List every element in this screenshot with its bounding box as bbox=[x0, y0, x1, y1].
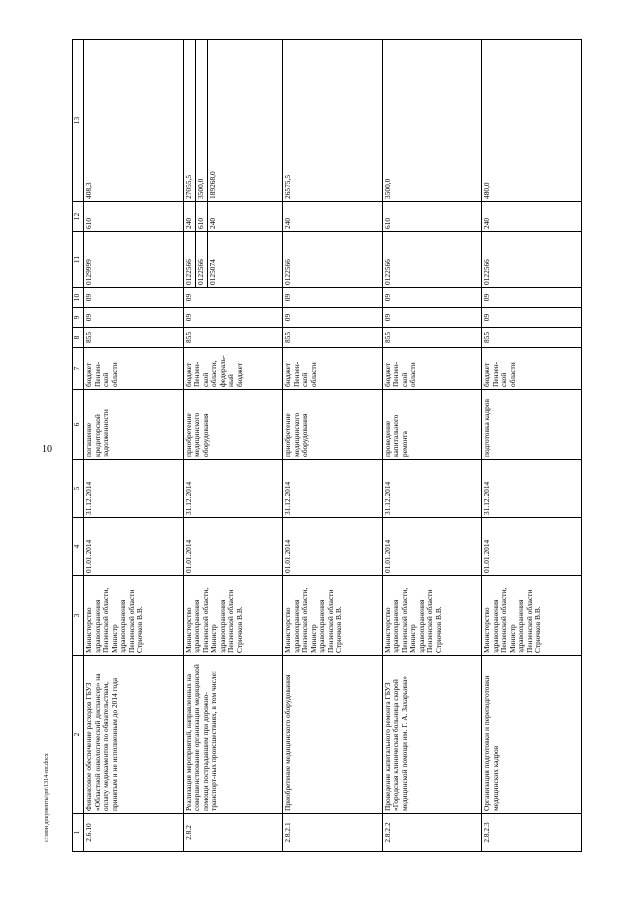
cell-value: 0125074 bbox=[207, 259, 217, 285]
cell-c6: приобретение медицинского оборудования bbox=[283, 390, 383, 460]
cell-value: 0122566 bbox=[184, 232, 196, 287]
cell-c7: бюджет Пензен-ской области bbox=[482, 348, 582, 390]
column-header: 8 bbox=[73, 328, 84, 348]
cell-c8: 855 bbox=[283, 328, 383, 348]
cell-c7: бюджет Пензен-ской области, федераль-ный бюджет bbox=[183, 348, 283, 390]
cell-c4: 01.01.2014 bbox=[382, 518, 482, 576]
cell-c2: Приобретение медицинского оборудования bbox=[283, 656, 383, 814]
cell-value: 240 bbox=[184, 202, 196, 231]
cell-c6: приобретение медицинского оборудования bbox=[183, 390, 283, 460]
cell-c4: 01.01.2014 bbox=[84, 518, 184, 576]
column-header: 2 bbox=[73, 656, 84, 814]
cell-c10: 09 bbox=[482, 288, 582, 308]
cell-c12 bbox=[283, 202, 383, 232]
cell-value: 0122566 bbox=[195, 232, 207, 287]
cell-c12 bbox=[382, 202, 482, 232]
rotated-table-container bbox=[72, 40, 582, 852]
cell-c12 bbox=[84, 202, 184, 232]
cell-c2: Проведение капитального ремонта ГБУЗ «Городская клиническая больница скорой медицинской помощи им. Г. А. Захарьина» bbox=[382, 656, 482, 814]
cell-c2: Реализация мероприятий, направленных на совершенствование организации медицинской помощи пострадавшим при дорожно-транспорт-ных происшествиях, в том числе: bbox=[183, 656, 283, 814]
cell-value: 240 bbox=[482, 217, 492, 229]
cell-value: 408,3 bbox=[84, 182, 93, 199]
cell-c5: 31.12.2014 bbox=[382, 460, 482, 518]
cell-c7: бюджет Пензен-ской области bbox=[283, 348, 383, 390]
cell-value: 0122566 bbox=[382, 259, 392, 285]
cell-c5: 31.12.2014 bbox=[84, 460, 184, 518]
cell-c10: 09 bbox=[382, 288, 482, 308]
cell-value: 26575,5 bbox=[283, 174, 293, 199]
cell-c1: 2.8.2 bbox=[183, 814, 283, 852]
cell-c1: 2.8.2.2 bbox=[382, 814, 482, 852]
cell-c12 bbox=[183, 202, 283, 232]
header-row bbox=[73, 40, 84, 852]
page-number: 10 bbox=[42, 444, 52, 455]
cell-value: 3500,0 bbox=[195, 40, 207, 201]
column-header: 1 bbox=[73, 814, 84, 852]
cell-c3: Министерство здравоохранения Пензенской области, Министр здравоохранения Пензенской области Стрючков В.В. bbox=[482, 576, 582, 656]
table-row bbox=[482, 40, 582, 852]
cell-c3: Министерство здравоохранения Пензенской области, Министр здравоохранения Пензенской области Стрючков В.В. bbox=[382, 576, 482, 656]
column-header: 12 bbox=[73, 202, 84, 232]
cell-c8: 855 bbox=[84, 328, 184, 348]
cell-c13 bbox=[84, 40, 184, 202]
cell-value: 240 bbox=[207, 217, 217, 229]
table-row bbox=[183, 40, 283, 852]
cell-c9: 09 bbox=[382, 308, 482, 328]
cell-c10: 09 bbox=[84, 288, 184, 308]
cell-value: 0129999 bbox=[84, 259, 93, 285]
column-header: 10 bbox=[73, 288, 84, 308]
cell-c5: 31.12.2014 bbox=[283, 460, 383, 518]
cell-c4: 01.01.2014 bbox=[283, 518, 383, 576]
cell-value: 0122566 bbox=[283, 259, 293, 285]
cell-c7: бюджет Пензен-ской области bbox=[84, 348, 184, 390]
cell-c4: 01.01.2014 bbox=[482, 518, 582, 576]
cell-value: 610 bbox=[382, 217, 392, 229]
cell-c9: 09 bbox=[283, 308, 383, 328]
cell-c1: 2.8.2.1 bbox=[283, 814, 383, 852]
cell-value: 27055,5 bbox=[184, 40, 196, 201]
column-header: 4 bbox=[73, 518, 84, 576]
cell-c13 bbox=[482, 40, 582, 202]
column-header: 6 bbox=[73, 390, 84, 460]
cell-c8: 855 bbox=[482, 328, 582, 348]
column-header: 9 bbox=[73, 308, 84, 328]
column-header: 11 bbox=[73, 232, 84, 288]
cell-c11 bbox=[84, 232, 184, 288]
cell-c11 bbox=[283, 232, 383, 288]
table-row bbox=[283, 40, 383, 852]
table-row bbox=[84, 40, 184, 852]
cell-c9: 09 bbox=[183, 308, 283, 328]
cell-value: 189268,0 bbox=[207, 171, 217, 199]
cell-c13 bbox=[183, 40, 283, 202]
cell-c6: погашение кредиторской задолженности bbox=[84, 390, 184, 460]
cell-c1: 2.6.10 bbox=[84, 814, 184, 852]
cell-c13 bbox=[283, 40, 383, 202]
cell-c5: 31.12.2014 bbox=[183, 460, 283, 518]
table-row bbox=[382, 40, 482, 852]
cell-value: 240 bbox=[283, 217, 293, 229]
cell-value: 480,0 bbox=[482, 182, 492, 199]
footer-file-path: c:\мои документы\рп\1314-пп.docx bbox=[44, 753, 50, 842]
cell-c1: 2.8.2.3 bbox=[482, 814, 582, 852]
cell-c2: Финансовое обеспечение расходов ГБУЗ «Областной онкологический диспансер» на оплату медикаментов по обязательствам, принятым и не исполненным до 2014 года bbox=[84, 656, 184, 814]
cell-c10: 09 bbox=[283, 288, 383, 308]
cell-value: 610 bbox=[84, 217, 93, 229]
cell-c11 bbox=[482, 232, 582, 288]
cell-c11 bbox=[382, 232, 482, 288]
cell-c3: Министерство здравоохранения Пензенской области, Министр здравоохранения Пензенской области Стрючков В.В. bbox=[183, 576, 283, 656]
cell-c3: Министерство здравоохранения Пензенской области, Министр здравоохранения Пензенской области Стрючков В.В. bbox=[84, 576, 184, 656]
column-header: 13 bbox=[73, 40, 84, 202]
column-header: 3 bbox=[73, 576, 84, 656]
cell-c6: подготовка кадров bbox=[482, 390, 582, 460]
cell-c9: 09 bbox=[482, 308, 582, 328]
column-header: 5 bbox=[73, 460, 84, 518]
cell-value: 3500,0 bbox=[382, 178, 392, 199]
cell-c11 bbox=[183, 232, 283, 288]
cell-c9: 09 bbox=[84, 308, 184, 328]
cell-c5: 31.12.2014 bbox=[482, 460, 582, 518]
cell-c8: 855 bbox=[382, 328, 482, 348]
cell-c3: Министерство здравоохранения Пензенской области, Министр здравоохранения Пензенской области Стрючков В.В. bbox=[283, 576, 383, 656]
cell-value: 0122566 bbox=[482, 259, 492, 285]
cell-c12 bbox=[482, 202, 582, 232]
program-table bbox=[72, 39, 582, 852]
cell-c10: 09 bbox=[183, 288, 283, 308]
cell-c4: 01.01.2014 bbox=[183, 518, 283, 576]
cell-c13 bbox=[382, 40, 482, 202]
cell-c8: 855 bbox=[183, 328, 283, 348]
cell-c7: бюджет Пензен-ской области bbox=[382, 348, 482, 390]
cell-value: 610 bbox=[195, 202, 207, 231]
column-header: 7 bbox=[73, 348, 84, 390]
cell-c2: Организация подготовки и переподготовки медицинских кадров bbox=[482, 656, 582, 814]
cell-c6: проведение капитального ремонта bbox=[382, 390, 482, 460]
